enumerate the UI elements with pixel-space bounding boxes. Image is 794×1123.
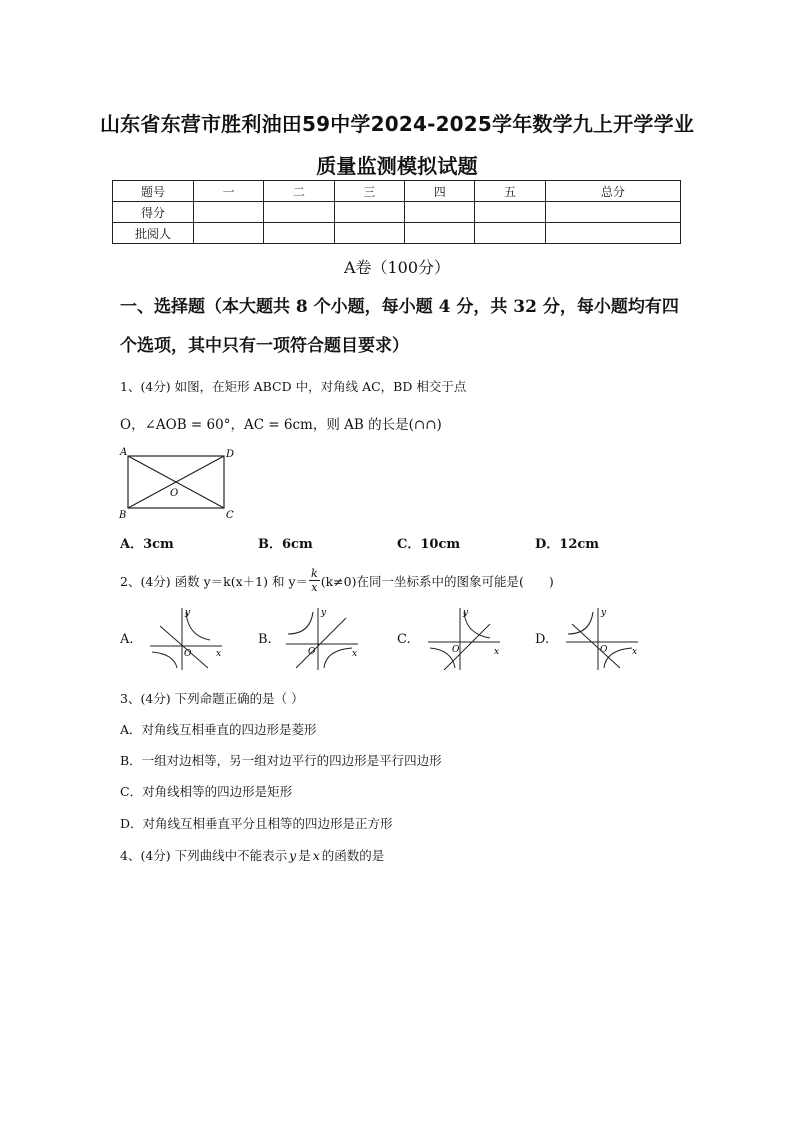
score-cell	[545, 202, 680, 223]
doc-title-line2: 质量监测模拟试题	[316, 154, 478, 178]
score-cell	[264, 223, 334, 244]
origin-label: O	[600, 645, 608, 655]
q2-option-c-label: C.	[397, 632, 411, 647]
q3-stem: 3、(4分) 下列命题正确的是（ ）	[120, 691, 304, 706]
q2-stem-suffix: (k≠0)在同一坐标系中的图象可能是( )	[320, 574, 554, 589]
x-axis-label: x	[216, 649, 222, 659]
linear-function-line	[444, 624, 490, 670]
q2-graph-d	[562, 604, 642, 672]
hyperbola-branch	[568, 612, 593, 634]
score-cell	[405, 202, 475, 223]
q1-stem-line2: O，∠AOB = 60°，AC = 6cm，则 AB 的长是(∩∩)	[120, 417, 442, 433]
q3-option-c: C．对角线相等的四边形是矩形	[120, 784, 293, 799]
q1-option-b: B．6cm	[258, 537, 313, 552]
origin-label: O	[452, 645, 460, 655]
label-d: D	[226, 449, 235, 460]
q2-graph-c	[424, 604, 504, 672]
row-label: 得分	[113, 202, 194, 223]
row-label: 批阅人	[113, 223, 194, 244]
linear-function-line	[572, 624, 620, 668]
q2-graph-a	[146, 604, 226, 672]
doc-title-line1: 山东省东营市胜利油田59中学2024-2025学年数学九上开学学业	[99, 112, 695, 136]
label-c: C	[226, 510, 234, 521]
score-table-header-row	[113, 181, 681, 202]
q1-stem-line1: 1、(4分) 如图，在矩形 ABCD 中，对角线 AC，BD 相交于点	[120, 379, 467, 394]
q2-stem-prefix: 2、(4分) 函数 y＝k(x＋1) 和 y＝	[120, 574, 309, 589]
q2-fraction-den: x	[311, 581, 318, 594]
label-o: O	[170, 488, 179, 499]
score-cell	[194, 202, 264, 223]
q2-option-b-label: B.	[258, 632, 272, 647]
score-cell	[475, 202, 545, 223]
q1-rectangle-figure	[114, 444, 244, 522]
hyperbola-branch	[152, 652, 177, 668]
hyperbola-branch	[324, 648, 352, 668]
q4-var-y: y	[289, 848, 297, 863]
q2-option-d-label: D.	[535, 632, 550, 647]
linear-function-line	[160, 626, 208, 668]
hyperbola-branch	[288, 612, 313, 634]
score-table-row	[113, 202, 681, 223]
x-axis-label: x	[352, 649, 358, 659]
q1-option-a: A．3cm	[120, 537, 174, 552]
q1-option-c: C．10cm	[397, 537, 461, 552]
score-cell	[475, 223, 545, 244]
section-a-heading: A卷（100分）	[343, 258, 451, 277]
header-cell: 题号	[113, 181, 194, 202]
score-table-row	[113, 223, 681, 244]
header-cell: 二	[264, 181, 334, 202]
q2-option-a-label: A.	[120, 632, 134, 647]
x-axis-label: x	[494, 647, 500, 657]
header-cell: 一	[194, 181, 264, 202]
q4-stem-part1: 4、(4分) 下列曲线中不能表示	[120, 848, 288, 863]
q2-fraction-num: k	[311, 567, 318, 580]
y-axis-label: y	[185, 608, 191, 618]
y-axis-label: y	[601, 608, 607, 618]
hyperbola-branch	[604, 648, 632, 668]
q4-stem-part3: 的函数的是	[321, 848, 385, 863]
part-one-heading: 一、选择题（本大题共 8 个小题，每小题 4 分，共 32 分，每小题均有四个选项，其中只有一项符合题目要求）	[120, 297, 679, 356]
header-cell: 总分	[545, 181, 680, 202]
score-cell	[545, 223, 680, 244]
y-axis-label: y	[321, 608, 327, 618]
label-a: A	[120, 447, 128, 458]
y-axis-label: y	[463, 608, 469, 618]
score-cell	[405, 223, 475, 244]
score-cell	[194, 223, 264, 244]
label-b: B	[119, 510, 127, 521]
q4-stem-part2: 是	[298, 848, 311, 863]
score-table	[112, 180, 681, 244]
header-cell: 四	[405, 181, 475, 202]
header-cell: 三	[334, 181, 404, 202]
q4-var-x: x	[312, 848, 320, 863]
q1-option-d: D．12cm	[535, 537, 600, 552]
header-cell: 五	[475, 181, 545, 202]
q2-stem	[120, 569, 554, 596]
origin-label: O	[184, 649, 192, 659]
q2-fraction	[309, 567, 320, 594]
q2-graph-b	[282, 604, 362, 672]
q4-stem	[120, 846, 384, 864]
q3-option-b: B．一组对边相等，另一组对边平行的四边形是平行四边形	[120, 753, 442, 768]
linear-function-line	[296, 618, 346, 668]
score-cell	[334, 223, 404, 244]
q3-option-a: A．对角线互相垂直的四边形是菱形	[120, 722, 317, 737]
x-axis-label: x	[632, 647, 638, 657]
score-cell	[264, 202, 334, 223]
origin-label: O	[308, 647, 316, 657]
q3-option-d: D．对角线互相垂直平分且相等的四边形是正方形	[120, 816, 393, 831]
score-cell	[334, 202, 404, 223]
